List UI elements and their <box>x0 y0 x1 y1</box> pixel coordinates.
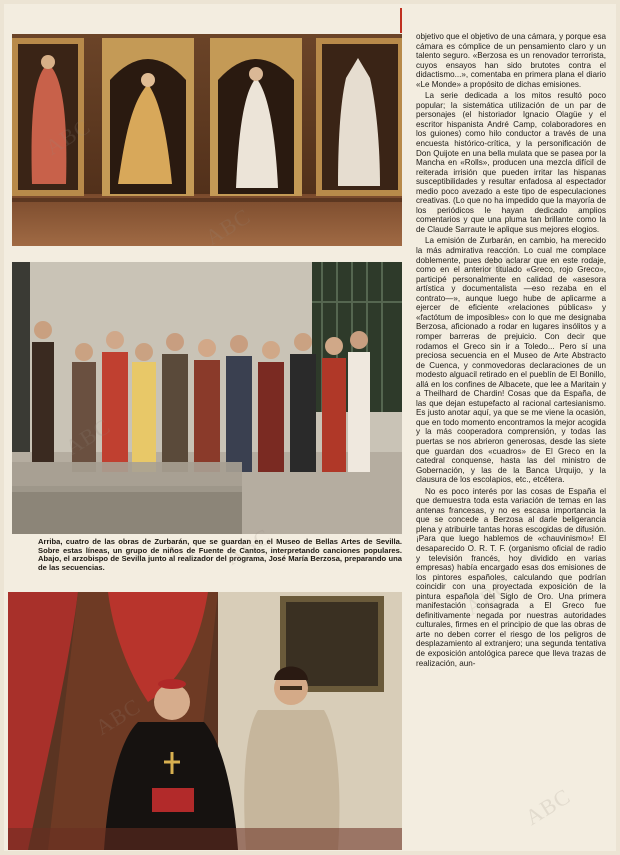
article-text-column <box>416 32 606 850</box>
magazine-page <box>4 4 616 851</box>
children-group-illustration <box>12 262 402 534</box>
watermark-mark: ABC <box>520 783 575 830</box>
watermark-mark: ABC <box>460 573 515 620</box>
watermark-mark: ABC <box>220 523 275 570</box>
watermark-mark: ABC <box>470 243 525 290</box>
article-paragraph: La serie dedicada a los mitos resultó poco popular; la sistemática utilización de un par de personajes (el historiador Ignacio Olagüe y el escritor hispanista André Camp, colaboradores en los guiones) como hilo conductor a través de una encuesta histórico-crítica, y la personificación de Don Quijote en una bella mulata que se pasea por la Mancha en «Rolls», producen una mezcla difícil de reiterada irrisión que pueden irritar las hispanas susceptibilidades y resultar enfadosa al espectador medio poco avezado a este tipo de especulaciones creativas. (Lo que no ha impedido que la mayoría de los periódicos le hayan dedicado amplios comentarios y que una pluma tan brillante como la de Claude Sarraute le aplique sus mejores elogios. <box>416 91 606 234</box>
zurbaran-paintings-photo <box>12 34 402 246</box>
zurbaran-paintings-illustration <box>12 34 402 246</box>
archbishop-director-illustration <box>8 592 402 850</box>
children-group-photo <box>12 262 402 534</box>
archbishop-director-photo <box>8 592 402 850</box>
photo-caption: Arriba, cuatro de las obras de Zurbarán, que se guardan en el Museo de Bellas Artes de Sevilla. Sobre estas líneas, un grupo de niños de Fuente de Cantos, interpretando canciones populares. Abajo, el arzobispo de Sevilla junto al realizador del programa, José María Berzosa, preparando una de las secuencias. <box>38 538 402 572</box>
article-paragraph: objetivo que el objetivo de una cámara, y porque esa cámara es cómplice de un pensamiento claro y un talento seguro. «Berzosa es un renovador terrorista, cuyos ensayos han sido brutotes contra el didactismo...», comentaba en primera plana el diario «Le Monde» a propósito de dichas emisiones. <box>416 32 606 89</box>
article-paragraph: No es poco interés por las cosas de España el que demuestra toda esta variación de temas en las antenas francesas, y no es escasa importancia la que se concede a Berzosa al darle beligerancia plena y atribuirle tantas horas escogidas de difusión. ¡Para que luego hablemos de «chauvinismo»! El desaparecido O. R. T. F. (organismo oficial de radio y televisión francés, hoy dividido en varias empresas) había encargado esas dos emisiones de los pintores españoles, calculando que podrían coincidir con una proyectada exposición de la pintura española del Siglo de Oro. Una primera manifestación consagrada a El Greco fue definitivamente negada por nuestras autoridades culturales, firmes en el principio de que las obras de arte no deben correr el riesgo de los peligros de desplazamiento al extranjero; una segunda tentativa de exposición antológica parece que lleva trazas de realización, aun- <box>416 486 606 668</box>
red-rule <box>400 8 402 33</box>
article-paragraph: La emisión de Zurbarán, en cambio, ha merecido la más admirativa reacción. Lo cual me complace doblemente, pues debo aclarar que en este rodaje, como en el anterior titulado «Greco, rojo Greco», participé personalmente en calidad de «asesora artística y documentalista —eso rezaba en el contrato—», aunque luego hube de aplicarme a ejercer de eficiente «relaciones públicas» y «factótum de imposibles» con lo que me designaba Berzosa, aficionado a rodar en lugares insólitos y a romper barreras de prejuicio. Con decir que rodamos el Greco sin ir a Toledo... Pero sí una preciosa secuencia en el Museo de Arte Abstracto de Cuenca, y conmovedoras declaraciones de un modesto alguacil retirado en el pueblín de El Bonillo, allá en los confines de Albacete, que lee a Maritain y a Theilhard de Chardin! Cosas que da España, de las que dejan estupefacto al racional cartesianismo. Es justo anotar aquí, ya que se me viene la ocasión, que en todo momento encontramos la mejor acogida y la más cooperadora comprensión, y todas las puertas se nos abrieron generosas, desde las siete que guardan dos «cuadros» de El Greco en la catedral conquense, hasta las del ministro de Gobernación, y las de la Banca Urquijo, y la clausura de los escolapios, etc., etcétera. <box>416 236 606 485</box>
